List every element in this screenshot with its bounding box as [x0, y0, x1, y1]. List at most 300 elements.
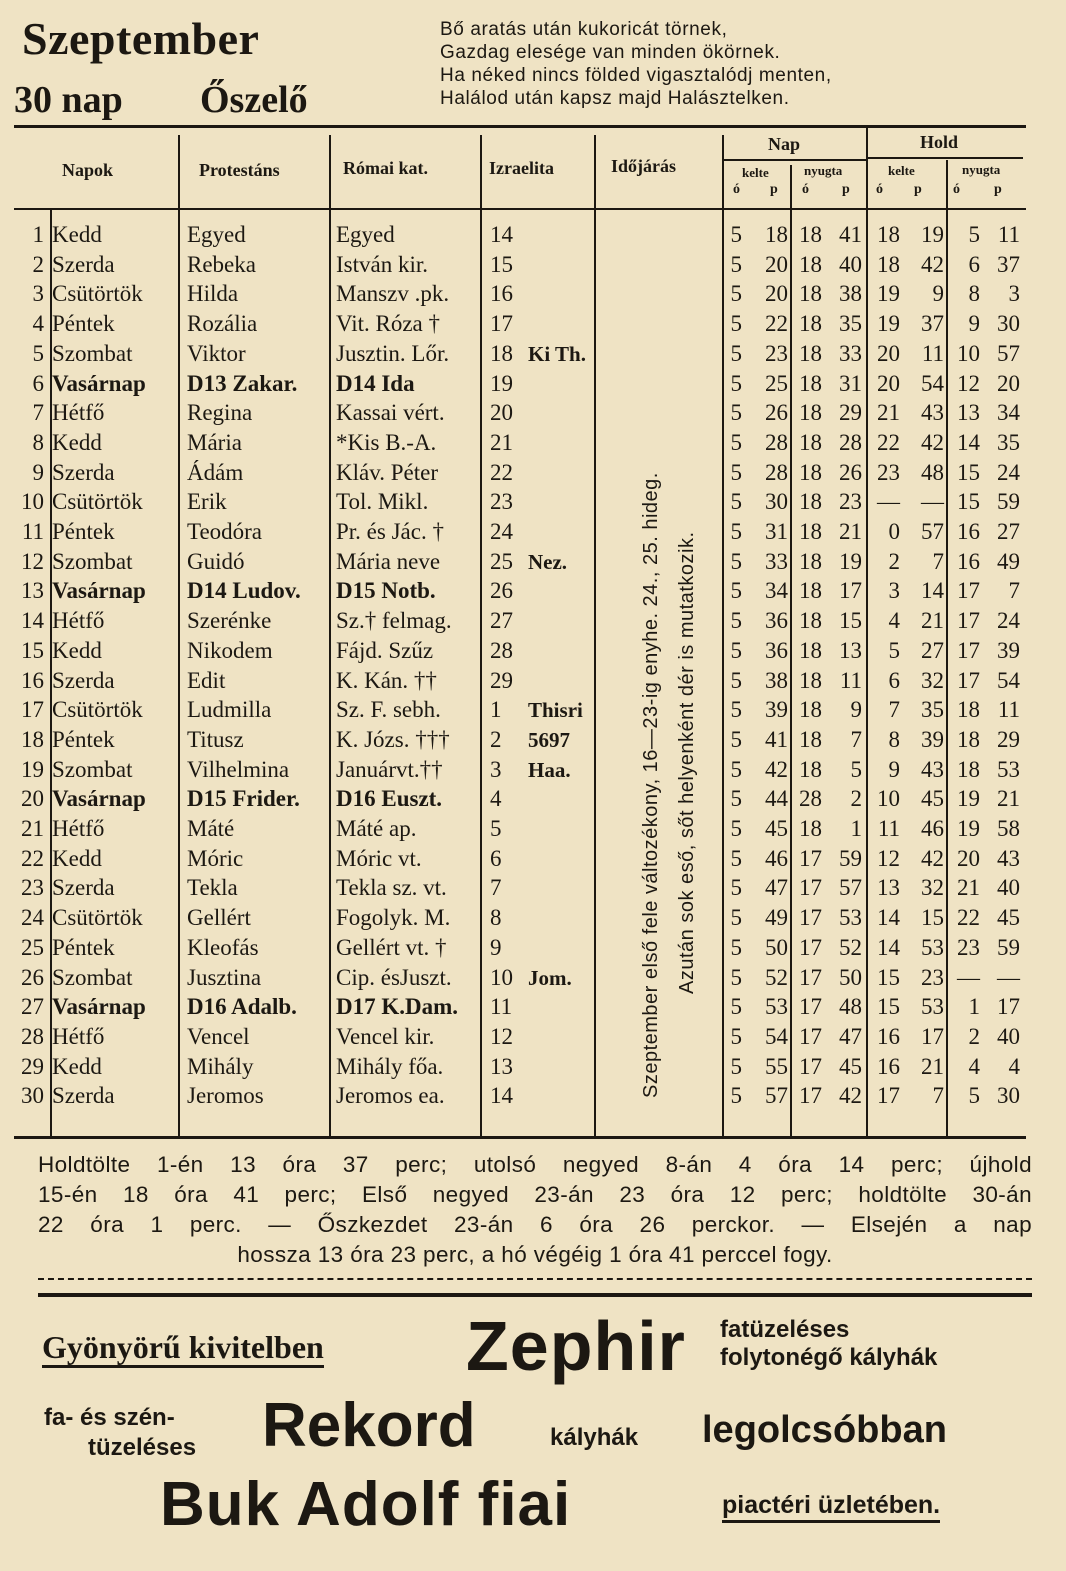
jewish-date: 14: [490, 222, 513, 247]
day-number: 15: [21, 637, 44, 663]
ad-store: piactéri üzletében.: [722, 1490, 940, 1523]
sunrise-min: 52: [765, 964, 788, 990]
table-row: [0, 784, 1066, 814]
sunset-min: 57: [839, 875, 862, 901]
moonrise-hour: 22: [877, 429, 900, 455]
moonset-hour: 9: [968, 311, 980, 337]
day-number: 20: [21, 786, 44, 812]
day-number: 25: [21, 934, 44, 960]
moonrise-hour: 14: [877, 934, 900, 960]
sub-o: ó: [876, 182, 883, 197]
table-row: [0, 903, 1066, 933]
sunset-min: 2: [850, 786, 862, 812]
moonrise-hour: 20: [877, 340, 900, 366]
moonset-hour: 16: [957, 548, 980, 574]
moonrise-min: 43: [921, 756, 944, 782]
day-number: 14: [21, 608, 44, 634]
weekday: Szerda: [52, 251, 115, 277]
table-row: [0, 517, 1066, 547]
sunset-hour: 18: [799, 222, 822, 247]
table-row: [0, 755, 1066, 785]
sunset-min: 41: [839, 222, 862, 247]
weekday: Kedd: [52, 637, 102, 663]
ad-zephir-desc-2: folytonégő kályhák: [720, 1344, 938, 1371]
table-row: [0, 398, 1066, 428]
weekday: Péntek: [52, 519, 115, 544]
moonrise-hour: 10: [877, 786, 900, 812]
weekday: Vasárnap: [52, 786, 146, 812]
table-row: [0, 666, 1066, 696]
sunrise-min: 23: [765, 340, 788, 366]
moonset-hour: 5: [968, 1083, 980, 1109]
moonset-hour: 22: [957, 905, 980, 931]
protestant-name: Hilda: [187, 281, 239, 307]
moon-line: 22 óra 1 perc. — Őszkezdet 23-án 6 óra 26 perckor. — Elsején a nap: [38, 1212, 1032, 1237]
moonrise-min: 46: [921, 816, 944, 841]
protestant-name: Jeromos: [187, 1083, 264, 1109]
sunset-min: 17: [839, 578, 862, 604]
day-number: 6: [32, 370, 44, 396]
sunset-min: 11: [839, 667, 862, 693]
sunrise-min: 20: [765, 281, 788, 307]
moonrise-min: 42: [921, 251, 944, 277]
jewish-date: 17: [490, 311, 513, 337]
catholic-name: D14 Ida: [336, 370, 415, 396]
moonrise-min: 7: [932, 1083, 944, 1109]
jewish-date: 22: [490, 459, 513, 485]
jewish-note: Thisri: [528, 698, 583, 723]
catholic-name: Cip. ésJuszt.: [336, 964, 452, 990]
day-number: 29: [21, 1053, 44, 1079]
verse-line: Halálod után kapsz majd Halásztelken.: [440, 88, 790, 109]
jewish-note: Nez.: [528, 549, 568, 574]
sunrise-hour: 5: [730, 281, 742, 307]
jewish-date: 2: [490, 726, 502, 752]
moonset-min: 58: [997, 816, 1020, 841]
sunrise-min: 31: [765, 519, 788, 544]
moonrise-min: 54: [921, 370, 944, 396]
table-row: [0, 873, 1066, 903]
catholic-name: D17 K.Dam.: [336, 994, 459, 1020]
catholic-name: D16 Euszt.: [336, 786, 443, 812]
weekday: Szombat: [52, 340, 133, 366]
jewish-date: 11: [490, 994, 513, 1020]
sunset-hour: 18: [799, 608, 822, 634]
jewish-date: 6: [490, 845, 502, 871]
moonrise-hour: 15: [877, 994, 900, 1020]
moonrise-min: 11: [921, 340, 944, 366]
sunrise-min: 28: [765, 459, 788, 485]
sunrise-min: 53: [765, 994, 788, 1020]
weekday: Kedd: [52, 429, 102, 455]
sunrise-hour: 5: [730, 1083, 742, 1109]
weekday: Csütörtök: [52, 489, 143, 515]
ad-rekord-type: kályhák: [550, 1424, 639, 1451]
moonset-hour: 19: [957, 786, 980, 812]
sunset-hour: 18: [799, 578, 822, 604]
catholic-name: Kláv. Péter: [336, 459, 438, 485]
moonset-hour: 15: [957, 459, 980, 485]
moonset-hour: 13: [957, 400, 980, 426]
sunset-hour: 18: [799, 519, 822, 544]
sunrise-hour: 5: [730, 222, 742, 247]
moonrise-hour: 11: [877, 816, 900, 841]
verse-line: Gazdag elesége van minden ökörnek.: [440, 42, 781, 63]
moonrise-hour: 2: [888, 548, 900, 574]
ad-brand-zephir: Zephir: [466, 1307, 686, 1385]
sunrise-hour: 5: [730, 400, 742, 426]
table-row: [0, 576, 1066, 606]
moonset-min: 40: [997, 1023, 1020, 1049]
weekday: Péntek: [52, 726, 115, 752]
sub-o: ó: [953, 182, 960, 197]
moonrise-min: 35: [921, 697, 944, 723]
weekday: Szerda: [52, 875, 115, 901]
sunset-hour: 17: [799, 1053, 822, 1079]
moonrise-hour: 14: [877, 905, 900, 931]
hold-nyugta: nyugta: [962, 162, 1001, 177]
sunset-min: 35: [839, 311, 862, 337]
day-number: 1: [32, 222, 44, 247]
sunrise-hour: 5: [730, 1053, 742, 1079]
moonrise-hour: 13: [877, 875, 900, 901]
sunrise-min: 50: [765, 934, 788, 960]
sunset-hour: 18: [799, 311, 822, 337]
moonset-hour: 17: [957, 667, 980, 693]
sunset-hour: 18: [799, 459, 822, 485]
ad-company: Buk Adolf fiai: [160, 1470, 572, 1539]
moonrise-min: 27: [921, 637, 944, 663]
moonset-min: 57: [997, 340, 1020, 366]
moonset-min: 20: [997, 370, 1020, 396]
sunset-hour: 28: [799, 786, 822, 812]
col-idojaras: Időjárás: [611, 156, 677, 176]
protestant-name: Teodóra: [187, 519, 263, 544]
moonrise-min: 7: [932, 548, 944, 574]
moonset-min: 11: [997, 697, 1020, 723]
sunset-min: 28: [839, 429, 862, 455]
jewish-date: 3: [490, 756, 502, 782]
weekday: Szerda: [52, 459, 115, 485]
col-napok: Napok: [62, 160, 114, 180]
sunset-min: 7: [850, 726, 862, 752]
catholic-name: *Kis B.-A.: [336, 429, 437, 455]
protestant-name: Máté: [187, 816, 235, 841]
sunset-min: 42: [839, 1083, 862, 1109]
moonset-min: —: [997, 964, 1020, 990]
sunrise-min: 26: [765, 400, 788, 426]
sunset-hour: 18: [799, 697, 822, 723]
ad-zephir-desc-1: fatüzeléses: [720, 1316, 850, 1343]
sunset-min: 13: [839, 637, 862, 663]
moonset-min: 21: [997, 786, 1020, 812]
moonrise-hour: 4: [888, 608, 900, 634]
jewish-date: 25: [490, 548, 513, 574]
nap-kelte: kelte: [742, 165, 769, 180]
jewish-note: Jom.: [528, 965, 572, 990]
sunrise-min: 54: [765, 1023, 788, 1049]
jewish-date: 1: [490, 697, 502, 723]
sub-o: ó: [733, 182, 740, 197]
weekday: Csütörtök: [52, 697, 143, 723]
sunrise-hour: 5: [730, 756, 742, 782]
jewish-date: 13: [490, 1053, 513, 1079]
moonrise-hour: 19: [877, 281, 900, 307]
moonset-min: 27: [997, 519, 1020, 544]
moonrise-min: 9: [932, 281, 944, 307]
ad-rekord-desc-2: tüzeléses: [88, 1434, 197, 1461]
protestant-name: D13 Zakar.: [187, 370, 298, 396]
sunset-hour: 17: [799, 1023, 822, 1049]
moonset-hour: 5: [968, 222, 980, 247]
sunset-hour: 18: [799, 548, 822, 574]
table-row: [0, 844, 1066, 874]
catholic-name: Tol. Mikl.: [336, 489, 429, 515]
sunset-min: 23: [839, 489, 862, 515]
sunrise-hour: 5: [730, 875, 742, 901]
col-romai: Római kat.: [343, 158, 428, 178]
moonrise-min: 53: [921, 994, 944, 1020]
catholic-name: Sz.† felmag.: [336, 608, 452, 634]
catholic-name: Tekla sz. vt.: [336, 875, 447, 901]
day-number: 16: [21, 667, 44, 693]
day-number: 3: [32, 281, 44, 307]
weekday: Szerda: [52, 1083, 115, 1109]
moonset-hour: 8: [968, 281, 980, 307]
sunset-hour: 18: [799, 340, 822, 366]
moonset-min: 39: [997, 637, 1020, 663]
protestant-name: Viktor: [187, 340, 246, 366]
month-verse: [440, 18, 832, 110]
moonset-min: 4: [1008, 1053, 1020, 1079]
moonset-min: 30: [997, 1083, 1020, 1109]
moonset-hour: 17: [957, 608, 980, 634]
jewish-date: 5: [490, 816, 502, 841]
jewish-date: 16: [490, 281, 513, 307]
moonset-min: 3: [1008, 281, 1020, 307]
ad-cheapest: legolcsóbban: [702, 1409, 947, 1451]
jewish-note: Haa.: [528, 757, 571, 782]
moonset-hour: 16: [957, 519, 980, 544]
catholic-name: Sz. F. sebh.: [336, 697, 441, 723]
moon-line: hossza 13 óra 23 perc, a hó végéig 1 óra 41 perccel fogy.: [237, 1242, 833, 1267]
catholic-name: Mária neve: [336, 548, 441, 574]
moonset-min: 24: [997, 459, 1020, 485]
catholic-name: Mihály főa.: [336, 1053, 444, 1079]
verse-line: Bő aratás után kukoricát törnek,: [440, 19, 728, 40]
month-length: 30 nap: [14, 79, 123, 121]
sunset-hour: 18: [799, 816, 822, 841]
table-row: [0, 1081, 1066, 1111]
weather-text-1: Szeptember első fele változékony, 16—23-ig enyhe. 24., 25. hideg.: [640, 472, 662, 1098]
protestant-name: Nikodem: [187, 637, 273, 663]
moonrise-hour: 15: [877, 964, 900, 990]
moonrise-hour: 18: [877, 222, 900, 247]
moonset-min: 30: [997, 311, 1020, 337]
catholic-name: Januárvt.††: [336, 756, 443, 782]
sunset-hour: 18: [799, 281, 822, 307]
moonset-hour: 2: [968, 1023, 980, 1049]
moonrise-min: 37: [921, 311, 944, 337]
sunrise-hour: 5: [730, 519, 742, 544]
jewish-note: Ki Th.: [528, 341, 586, 366]
sub-p: p: [994, 182, 1002, 197]
weekday: Kedd: [52, 222, 102, 247]
table-row: [0, 458, 1066, 488]
moonset-min: 7: [1008, 578, 1020, 604]
sunrise-min: 36: [765, 608, 788, 634]
table-row: [0, 992, 1066, 1022]
sunrise-min: 22: [765, 311, 788, 337]
table-row: [0, 369, 1066, 399]
moonset-hour: 10: [957, 340, 980, 366]
moonrise-hour: 19: [877, 311, 900, 337]
moonset-min: 59: [997, 489, 1020, 515]
header-rule: [14, 208, 1026, 210]
sunrise-hour: 5: [730, 489, 742, 515]
moonset-min: 24: [997, 608, 1020, 634]
sunrise-min: 41: [765, 726, 788, 752]
sunrise-hour: 5: [730, 548, 742, 574]
moonrise-hour: 16: [877, 1053, 900, 1079]
sunrise-min: 42: [765, 756, 788, 782]
protestant-name: Mihály: [187, 1053, 254, 1079]
sunrise-hour: 5: [730, 429, 742, 455]
sunset-hour: 17: [799, 1083, 822, 1109]
jewish-date: 8: [490, 905, 502, 931]
jewish-date: 4: [490, 786, 502, 812]
moonrise-min: 45: [921, 786, 944, 812]
sunrise-hour: 5: [730, 578, 742, 604]
day-number: 5: [32, 340, 44, 366]
moonrise-min: 48: [921, 459, 944, 485]
sunset-min: 53: [839, 905, 862, 931]
sunrise-min: 18: [765, 222, 788, 247]
catholic-name: Jusztin. Lőr.: [336, 340, 450, 366]
day-number: 7: [32, 400, 44, 426]
moonset-min: 11: [997, 222, 1020, 247]
moonrise-min: 57: [921, 519, 944, 544]
sunset-min: 40: [839, 251, 862, 277]
moonset-min: 37: [997, 251, 1020, 277]
nap-subrule: [723, 159, 868, 161]
catholic-name: Vencel kir.: [336, 1023, 435, 1049]
moon-phases-text: [38, 1150, 1032, 1270]
table-row: [0, 636, 1066, 666]
moonrise-hour: —: [877, 489, 900, 515]
sunrise-hour: 5: [730, 934, 742, 960]
moonrise-hour: 9: [888, 756, 900, 782]
table-row: [0, 279, 1066, 309]
sunset-hour: 18: [799, 370, 822, 396]
moonrise-min: 43: [921, 400, 944, 426]
table-row: [0, 1022, 1066, 1052]
protestant-name: Vencel: [187, 1023, 250, 1049]
table-row: [0, 309, 1066, 339]
hold-subrule: [868, 157, 1023, 159]
sunrise-hour: 5: [730, 964, 742, 990]
protestant-name: D16 Adalb.: [187, 994, 297, 1020]
day-number: 8: [32, 429, 44, 455]
ad-separator-dashed: [38, 1278, 1032, 1280]
sunset-min: 21: [839, 519, 862, 544]
protestant-name: Kleofás: [187, 934, 259, 960]
catholic-name: Pr. és Jác. †: [336, 519, 444, 544]
jewish-date: 23: [490, 489, 513, 515]
sunrise-min: 49: [765, 905, 788, 931]
moonrise-hour: 8: [888, 726, 900, 752]
protestant-name: Jusztina: [187, 964, 262, 990]
day-number: 24: [21, 905, 44, 931]
moon-line: 15-én 18 óra 41 perc; Első negyed 23-án 23 óra 12 perc; holdtölte 30-án: [38, 1182, 1032, 1207]
table-row: [0, 814, 1066, 844]
weekday: Hétfő: [52, 1023, 105, 1049]
sunrise-hour: 5: [730, 905, 742, 931]
sunrise-min: 38: [765, 667, 788, 693]
ad-tagline: Gyönyörű kivitelben: [42, 1329, 324, 1368]
col-hold: Hold: [920, 132, 959, 152]
sunrise-hour: 5: [730, 251, 742, 277]
protestant-name: Titusz: [187, 726, 244, 752]
catholic-name: Móric vt.: [336, 845, 422, 871]
ad-brand-rekord: Rekord: [262, 1391, 476, 1460]
sunrise-hour: 5: [730, 311, 742, 337]
sunset-min: 59: [839, 845, 862, 871]
moonrise-min: —: [921, 489, 944, 515]
moonrise-min: 32: [921, 875, 944, 901]
sunrise-hour: 5: [730, 340, 742, 366]
weekday: Péntek: [52, 311, 115, 337]
sunrise-hour: 5: [730, 608, 742, 634]
sunset-hour: 18: [799, 726, 822, 752]
jewish-date: 26: [490, 578, 513, 604]
weekday: Vasárnap: [52, 370, 146, 396]
sunset-hour: 18: [799, 637, 822, 663]
sunset-min: 15: [839, 608, 862, 634]
sunrise-min: 46: [765, 845, 788, 871]
protestant-name: Rozália: [187, 311, 258, 337]
protestant-name: Egyed: [187, 222, 246, 247]
sunset-hour: 17: [799, 994, 822, 1020]
weekday: Szombat: [52, 756, 133, 782]
moonrise-min: 15: [921, 905, 944, 931]
moonset-hour: 12: [957, 370, 980, 396]
jewish-date: 9: [490, 934, 502, 960]
weekday: Vasárnap: [52, 994, 146, 1020]
moonrise-min: 32: [921, 667, 944, 693]
day-number: 18: [21, 726, 44, 752]
sunset-hour: 17: [799, 934, 822, 960]
sunset-min: 31: [839, 370, 862, 396]
moonrise-min: 21: [921, 1053, 944, 1079]
weekday: Vasárnap: [52, 578, 146, 604]
sunset-hour: 18: [799, 251, 822, 277]
moonset-hour: 18: [957, 756, 980, 782]
top-rule: [14, 125, 1026, 128]
weekday: Péntek: [52, 934, 115, 960]
catholic-name: Fogolyk. M.: [336, 905, 451, 931]
jewish-date: 12: [490, 1023, 513, 1049]
table-row: [0, 933, 1066, 963]
table-row: [0, 547, 1066, 577]
sunrise-hour: 5: [730, 994, 742, 1020]
catholic-name: Vit. Róza †: [336, 311, 441, 337]
catholic-name: Egyed: [336, 222, 395, 247]
col-protestans: Protestáns: [199, 160, 280, 180]
moonrise-hour: 0: [888, 519, 900, 544]
weekday: Hétfő: [52, 400, 105, 426]
jewish-date: 27: [490, 608, 513, 634]
